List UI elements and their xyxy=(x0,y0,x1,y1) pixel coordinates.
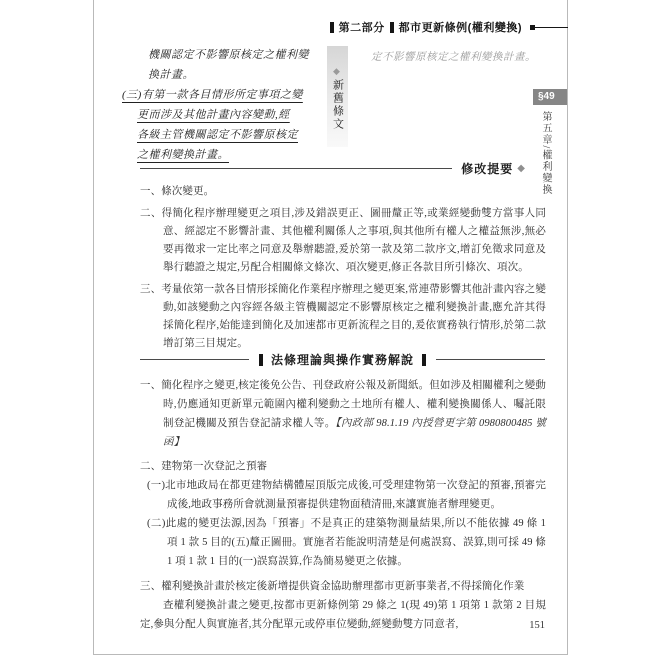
section-badge: §49 xyxy=(533,89,567,105)
header-title: 都市更新條例(權利變換) xyxy=(398,22,522,34)
oldnew-line: 機關認定不影響原核定之權利變 xyxy=(148,49,309,61)
summary-heading xyxy=(140,161,525,176)
oldnew-line-underlined: 各級主管機關認定不影響原核定 xyxy=(137,129,298,141)
summary-item: 二、得簡化程序辦理變更之項目,涉及錯誤更正、圖冊釐正等,或業經變動雙方當事人同意、經認定不影響計畫、其他權利關係人之事項,與其他所有權人之權益無涉,無必要再徵求一定比率之同意及舉辦聽證,爰於第一款及第二款序文,增訂免徵求同意及舉行聽證之規定,另配合相關條文條次、項次變更,修正各款目所引條次、項次。 xyxy=(140,208,546,273)
header-rule xyxy=(535,27,568,28)
heading-bar-icon xyxy=(259,354,263,366)
commentary-subitem: (一)北市地政局在都更建物結構體屋頂版完成後,可受理建物第一次登記的預審,預審完成後,地政事務所會就測量預審提供建物面積清冊,來讓實施者辦理變更。 xyxy=(147,480,547,510)
commentary-item-3-heading: 三、權利變換計畫於核定後新增提供資金協助辦理都市更新事業者,不得採簡化作業 xyxy=(140,581,525,592)
oldnew-line-underlined: 更而涉及其他計畫內容變動,經 xyxy=(137,109,290,121)
heading-rule xyxy=(140,359,249,360)
heading-rule xyxy=(140,168,452,169)
commentary-heading-label: 法條理論與操作實務解說 xyxy=(271,353,415,367)
running-header xyxy=(93,20,568,34)
summary-body xyxy=(140,183,546,357)
source-reference: 【內政部 98.1.19 內授營更字第 0980800485 號函】 xyxy=(163,418,546,448)
commentary-item-3-paragraph: 查權利變換計畫之變更,按都市更新條例第 29 條之 1(現 49)第 1 項第 1 款第 2 目規定,參與分配人與實施者,其分配單元或停車位變動,經變動雙方同意者, xyxy=(140,600,546,630)
summary-item: 三、考量依第一款各目情形採簡化作業程序辦理之變更案,常連帶影響其他計畫內容之變動,如該變動之內容經各級主管機關認定不影響原核定之權利變換計畫,應允許其得採簡化程序,始能達到簡化及加速都市更新流程之目的,爰依實務執行情形,於第二款增訂第三目規定。 xyxy=(140,284,547,349)
diamond-icon: ◆ xyxy=(332,66,343,79)
page-number: 151 xyxy=(529,620,545,631)
page-border-left xyxy=(93,0,94,655)
commentary-heading xyxy=(140,352,545,367)
summary-heading-label: 修改提要 xyxy=(461,162,514,176)
oldnew-right-column: 定不影響原核定之權利變換計畫。 xyxy=(371,52,536,63)
commentary-item-1: 一、簡化程序之變更,核定後免公告、刊登政府公報及新聞紙。但如涉及相關權利之變動時,仍應通知更新單元範圍內權利變動之土地所有權人、權利變換關係人、囑託限制登記機關及預告登記請求權人等。【內政部 98.1.19 內授營更字第 0980800485 號函】 xyxy=(140,380,547,448)
oldnew-line: 換計畫。 xyxy=(148,69,194,81)
page-border-right xyxy=(567,0,568,655)
diamond-icon: ◆ xyxy=(517,163,525,174)
heading-rule xyxy=(436,359,545,360)
header-bar-icon xyxy=(390,22,394,33)
header-bar-icon xyxy=(330,22,334,33)
commentary-item-2-heading: 二、建物第一次登記之預審 xyxy=(140,461,268,472)
heading-bar-icon xyxy=(422,354,426,366)
oldnew-tab xyxy=(327,46,348,147)
summary-item: 一、條次變更。 xyxy=(140,186,215,197)
commentary-body xyxy=(140,376,546,634)
commentary-item-2-subitems xyxy=(147,476,546,571)
oldnew-left-column xyxy=(122,45,324,165)
page-border-bottom xyxy=(93,654,568,655)
commentary-item-3 xyxy=(140,577,546,634)
oldnew-line-underlined: (三)有第一款各目情形所定事項之變 xyxy=(122,89,303,101)
commentary-subitem: (二)此處的變更法源,因為「預審」不是真正的建築物測量結果,所以不能依據 49 條 1 項 1 款 5 目的(五)釐正圖冊。實施者若能說明清楚是何處誤寫、誤算,則可採 49 條 1 項 1 款 1 目的(一)誤寫誤算,作為簡易變更之依據。 xyxy=(147,518,547,567)
oldnew-line-underlined: 之權利變換計畫。 xyxy=(137,149,229,161)
header-part-label: 第二部分 xyxy=(338,22,385,34)
chapter-label: 第五章/權利變換 xyxy=(540,111,551,196)
oldnew-tab-label: ◆新舊條文 xyxy=(331,66,344,131)
